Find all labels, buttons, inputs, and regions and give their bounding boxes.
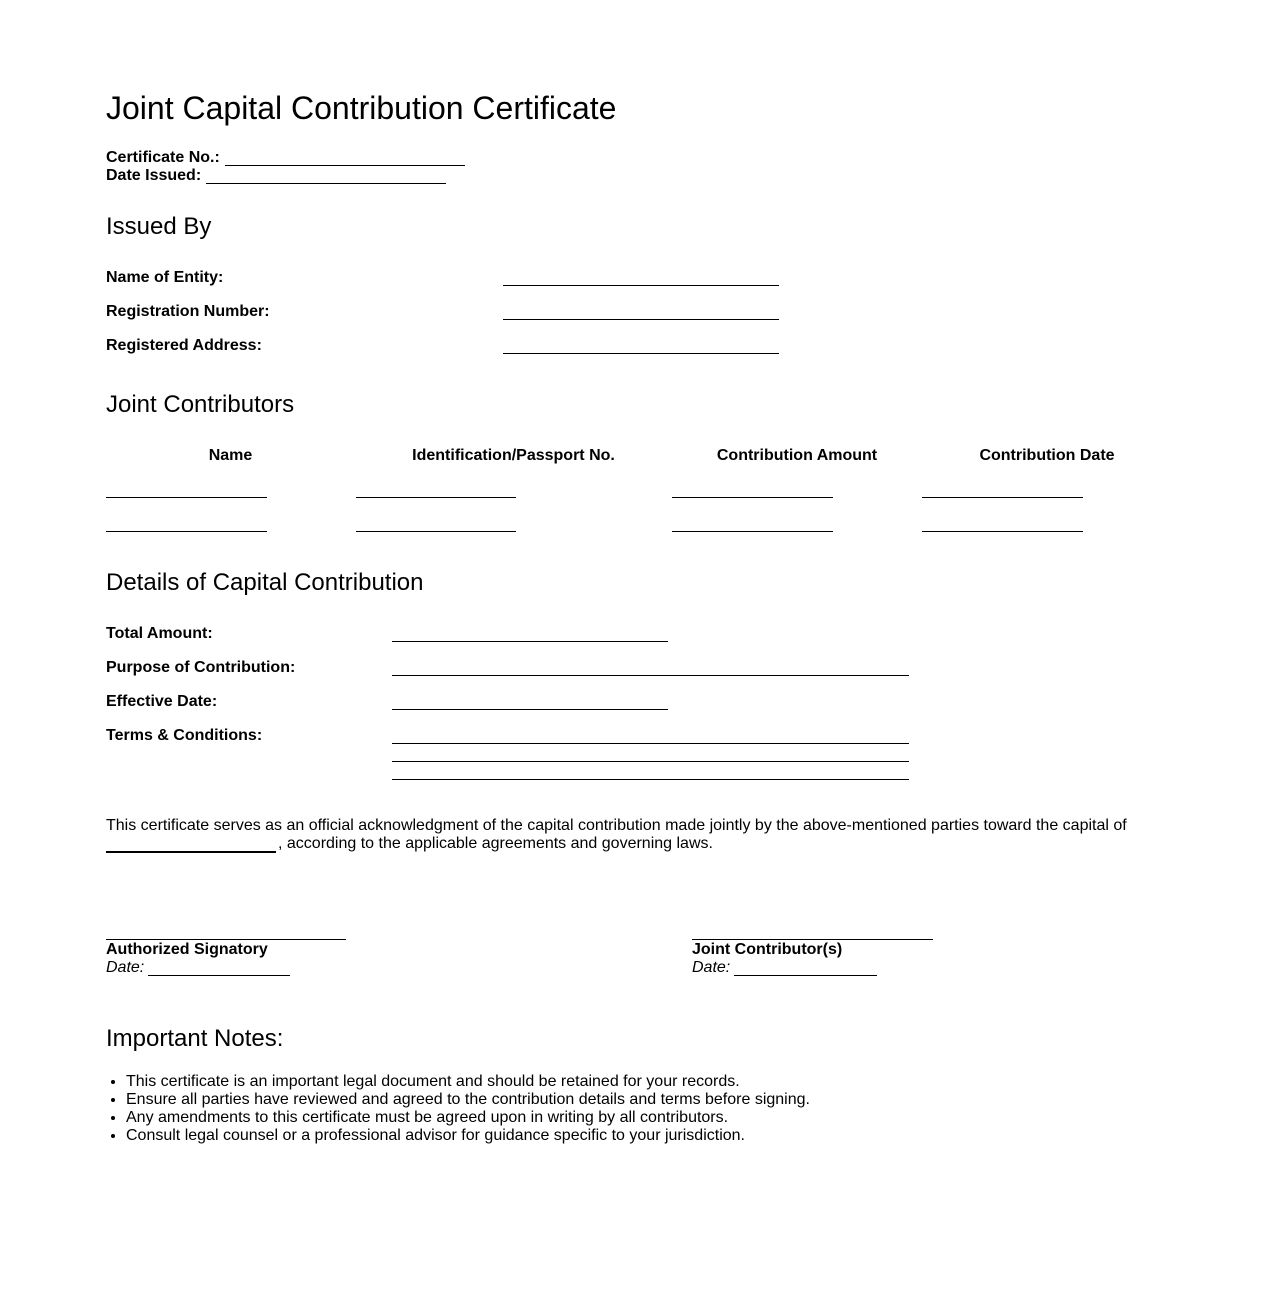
contributor-1-date-field[interactable] [922,497,1083,498]
authorized-signatory-label: Authorized Signatory [106,941,268,958]
effective-date-field[interactable] [392,709,668,710]
name-of-entity-field[interactable] [503,285,779,286]
certificate-no-label: Certificate No.: [106,149,220,166]
contributor-1-amount-field[interactable] [672,497,833,498]
note-item: • Any amendments to this certificate must be agreed upon in writing by all contributors. [126,1109,810,1127]
details-heading: Details of Capital Contribution [106,569,424,596]
joint-contributors-date-label: Date: [692,959,731,976]
column-header-contribution-date: Contribution Date [979,447,1115,464]
statement-line-2: , according to the applicable agreements and governing laws. [278,835,713,852]
joint-contributors-heading: Joint Contributors [106,391,295,418]
important-notes-list [106,1073,810,1145]
purpose-field[interactable] [392,675,909,676]
note-item: • Ensure all parties have reviewed and agreed to the contribution details and terms before signing. [126,1091,810,1109]
name-of-entity-label: Name of Entity: [106,269,224,286]
contributor-2-amount-field[interactable] [672,531,833,532]
registered-address-label: Registered Address: [106,337,262,354]
total-amount-field[interactable] [392,641,668,642]
date-issued-field[interactable] [206,183,446,184]
registered-address-field[interactable] [503,353,779,354]
contributor-1-name-field[interactable] [106,497,267,498]
authorized-signatory-date-field[interactable] [148,975,290,976]
column-header-name: Name [208,447,253,464]
important-notes-heading: Important Notes: [106,1025,284,1052]
joint-contributors-signature-label: Joint Contributor(s) [692,941,843,958]
note-item: • Consult legal counsel or a professional advisor for guidance specific to your jurisdiction. [126,1127,810,1145]
certificate-no-field[interactable] [225,165,465,166]
contributor-1-id-field[interactable] [356,497,516,498]
note-item: • This certificate is an important legal document and should be retained for your records. [126,1073,810,1091]
total-amount-label: Total Amount: [106,625,213,642]
joint-contributors-signature-line[interactable] [692,939,933,940]
column-header-identification: Identification/Passport No. [412,447,615,464]
joint-contributors-date-field[interactable] [734,975,877,976]
date-issued-label: Date Issued: [106,167,202,184]
page-title: Joint Capital Contribution Certificate [106,90,617,126]
contributor-2-name-field[interactable] [106,531,267,532]
authorized-signatory-date-label: Date: [106,959,145,976]
capital-of-field[interactable] [106,851,276,853]
terms-label: Terms & Conditions: [106,727,263,744]
issued-by-heading: Issued By [106,213,212,240]
terms-field-line-2[interactable] [392,761,909,762]
registration-number-label: Registration Number: [106,303,270,320]
registration-number-field[interactable] [503,319,779,320]
statement-line-1: This certificate serves as an official acknowledgment of the capital contribution made jointly by the above-mentioned parties toward the capital of [106,817,1127,834]
terms-field-line-1[interactable] [392,743,909,744]
purpose-label: Purpose of Contribution: [106,659,296,676]
contributor-2-id-field[interactable] [356,531,516,532]
authorized-signatory-signature-line[interactable] [106,939,346,940]
contributor-2-date-field[interactable] [922,531,1083,532]
terms-field-line-3[interactable] [392,779,909,780]
column-header-contribution-amount: Contribution Amount [716,447,878,464]
effective-date-label: Effective Date: [106,693,218,710]
